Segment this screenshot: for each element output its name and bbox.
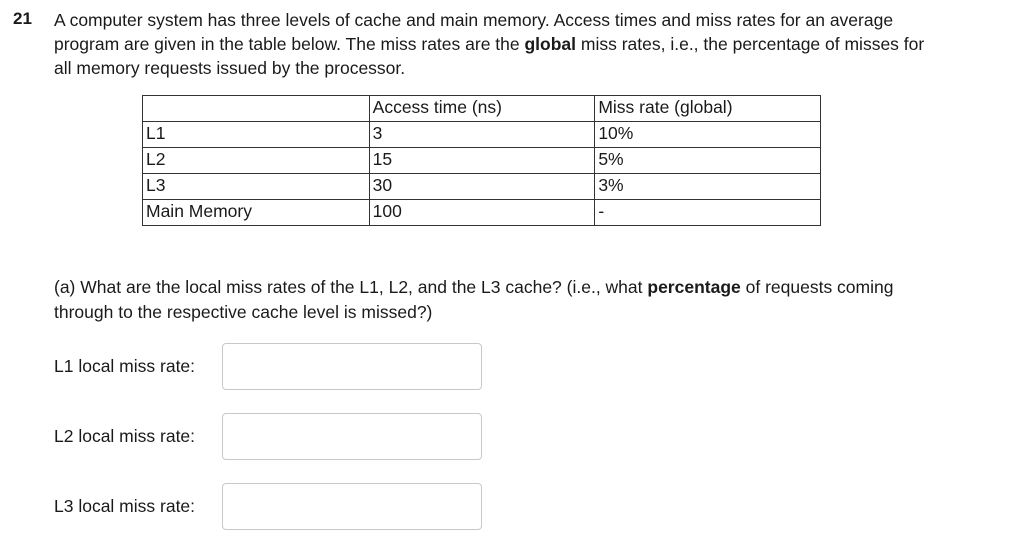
table-row <box>143 148 821 174</box>
table-cell-level: L1 <box>143 122 370 148</box>
table-cell-miss-rate: 10% <box>595 122 821 148</box>
table-cell-level: L2 <box>143 148 370 174</box>
answer-row-l3 <box>54 483 482 529</box>
l2-local-miss-rate-label: L2 local miss rate: <box>54 425 196 446</box>
table-row <box>143 200 821 226</box>
question-text <box>54 8 934 80</box>
table-cell-access-time: 100 <box>369 200 595 226</box>
subquestion-text <box>54 275 914 325</box>
l3-local-miss-rate-label: L3 local miss rate: <box>54 495 196 516</box>
question-text-part2: miss rates, i.e., the percentage of misses for all memory requests issued by the processor. <box>54 34 925 78</box>
table-cell-level: Main Memory <box>143 200 370 226</box>
l1-local-miss-rate-label: L1 local miss rate: <box>54 355 196 376</box>
l3-local-miss-rate-input[interactable] <box>222 483 482 530</box>
subquestion-text-bold: percentage <box>647 277 741 297</box>
question-text-bold: global <box>524 34 577 54</box>
table-cell-access-time: 15 <box>369 148 595 174</box>
table-cell-access-time: 30 <box>369 174 595 200</box>
question-text-part1: A computer system has three levels of cache and main memory. Access times and miss rates for an average program are given in the table below. The miss rates are the <box>54 10 894 54</box>
table-row <box>143 174 821 200</box>
l1-local-miss-rate-input[interactable] <box>222 343 482 390</box>
answer-row-l1 <box>54 343 482 389</box>
answer-row-l2 <box>54 413 482 459</box>
table-cell-miss-rate: 3% <box>595 174 821 200</box>
table-header-miss-rate: Miss rate (global) <box>595 96 821 122</box>
table-cell-access-time: 3 <box>369 122 595 148</box>
cache-table <box>142 95 821 226</box>
table-cell-miss-rate: 5% <box>595 148 821 174</box>
table-header-row <box>143 96 821 122</box>
table-header-access-time: Access time (ns) <box>369 96 595 122</box>
table-cell-miss-rate: - <box>595 200 821 226</box>
subquestion-text-part2: of requests coming through to the respective cache level is missed?) <box>54 277 894 322</box>
l2-local-miss-rate-input[interactable] <box>222 413 482 460</box>
table-row <box>143 122 821 148</box>
table-cell-level: L3 <box>143 174 370 200</box>
question-number: 21 <box>13 9 32 28</box>
subquestion-text-part1: (a) What are the local miss rates of the L1, L2, and the L3 cache? (i.e., what <box>54 277 648 297</box>
table-header-level <box>143 96 370 122</box>
